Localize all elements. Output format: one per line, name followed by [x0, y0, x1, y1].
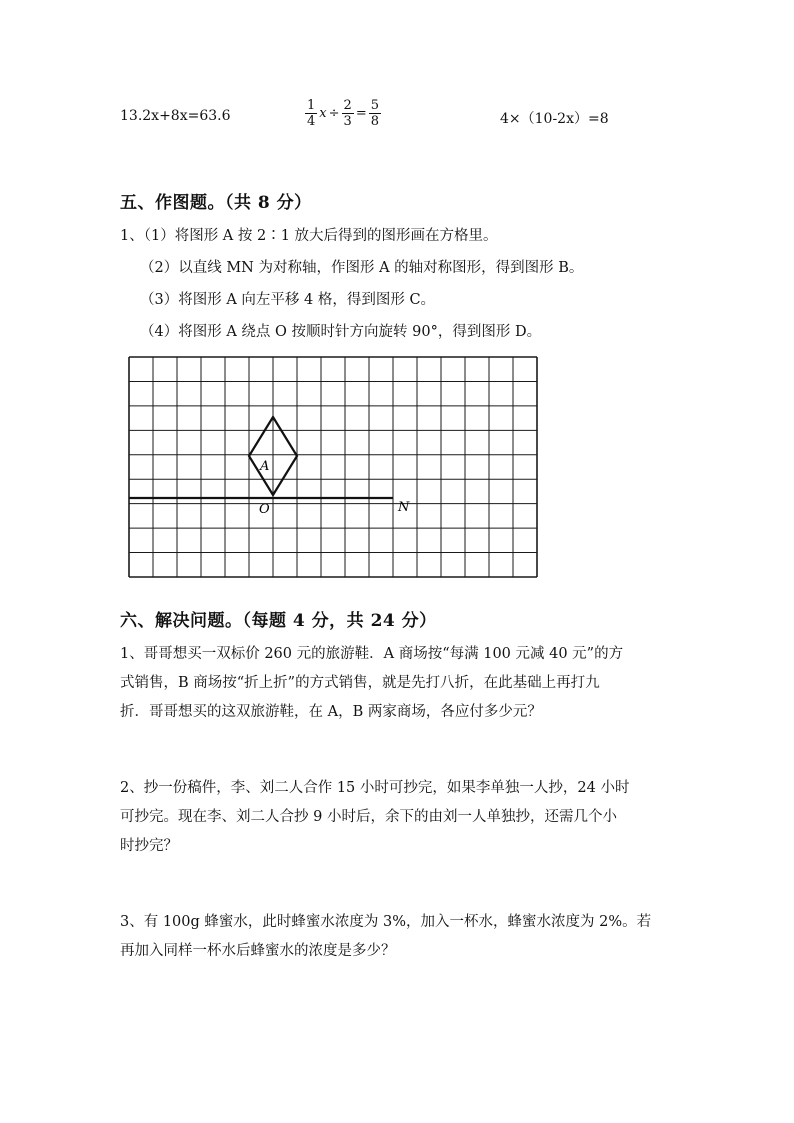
problem-1-line-2: 式销售，B 商场按“折上折”的方式销售，就是先打八折，在此基础上再打九 — [120, 675, 600, 691]
drawing-task-1: 1、（1）将图形 A 按 2∶1 放大后得到的图形画在方格里。 — [120, 228, 498, 244]
drawing-task-3: （3）将图形 A 向左平移 4 格，得到图形 C。 — [140, 292, 436, 308]
divide-sign: ÷ — [328, 106, 340, 121]
fraction-denominator: 8 — [370, 114, 379, 129]
equation-2 — [305, 98, 381, 129]
drawing-task-2: （2）以直线 MN 为对称轴，作图形 A 的轴对称图形，得到图形 B。 — [140, 260, 584, 276]
problem-1-line-1: 1、哥哥想买一双标价 260 元的旅游鞋．A 商场按“每满 100 元减 40 元”的方 — [120, 646, 624, 662]
square-grid-figure — [120, 350, 550, 585]
drawing-task-4: （4）将图形 A 绕点 O 按顺时针方向旋转 90°，得到图形 D。 — [140, 324, 542, 340]
problem-3-line-2: 再加入同样一杯水后蜂蜜水的浓度是多少？ — [120, 943, 396, 959]
section-6-heading: 六、解决问题。（每题 4 分，共 24 分） — [120, 611, 437, 631]
problem-1-line-3: 折．哥哥想买的这双旅游鞋，在 A，B 两家商场，各应付多少元？ — [120, 704, 542, 720]
problem-3 — [120, 908, 680, 966]
fraction-1-4 — [305, 98, 317, 129]
label-N: N — [398, 500, 410, 515]
problem-1 — [120, 640, 680, 727]
problem-2 — [120, 774, 680, 861]
equation-1: 13.2x+8x=63.6 — [120, 108, 231, 124]
label-A: A — [260, 459, 270, 474]
equals-sign: = — [355, 106, 367, 121]
fraction-numerator: 5 — [370, 98, 379, 113]
grid-lines — [129, 357, 537, 577]
fraction-5-8 — [369, 98, 381, 129]
fraction-numerator: 2 — [343, 98, 352, 113]
fraction-denominator: 3 — [343, 114, 352, 129]
variable-x: x — [319, 106, 327, 121]
label-O: O — [259, 502, 270, 517]
fraction-denominator: 4 — [307, 114, 316, 129]
equation-3: 4×（10-2x）=8 — [500, 111, 609, 127]
section-5-heading: 五、作图题。（共 8 分） — [120, 193, 312, 213]
problem-2-line-1: 2、抄一份稿件，李、刘二人合作 15 小时可抄完，如果李单独一人抄，24 小时 — [120, 780, 630, 796]
problem-2-line-2: 可抄完。现在李、刘二人合抄 9 小时后，余下的由刘一人单独抄，还需几个小 — [120, 809, 617, 825]
fraction-numerator: 1 — [307, 98, 316, 113]
fraction-2-3 — [342, 98, 354, 129]
problem-2-line-3: 时抄完？ — [120, 838, 178, 854]
problem-3-line-1: 3、有 100g 蜂蜜水，此时蜂蜜水浓度为 3%，加入一杯水，蜂蜜水浓度为 2%。若 — [120, 914, 652, 930]
